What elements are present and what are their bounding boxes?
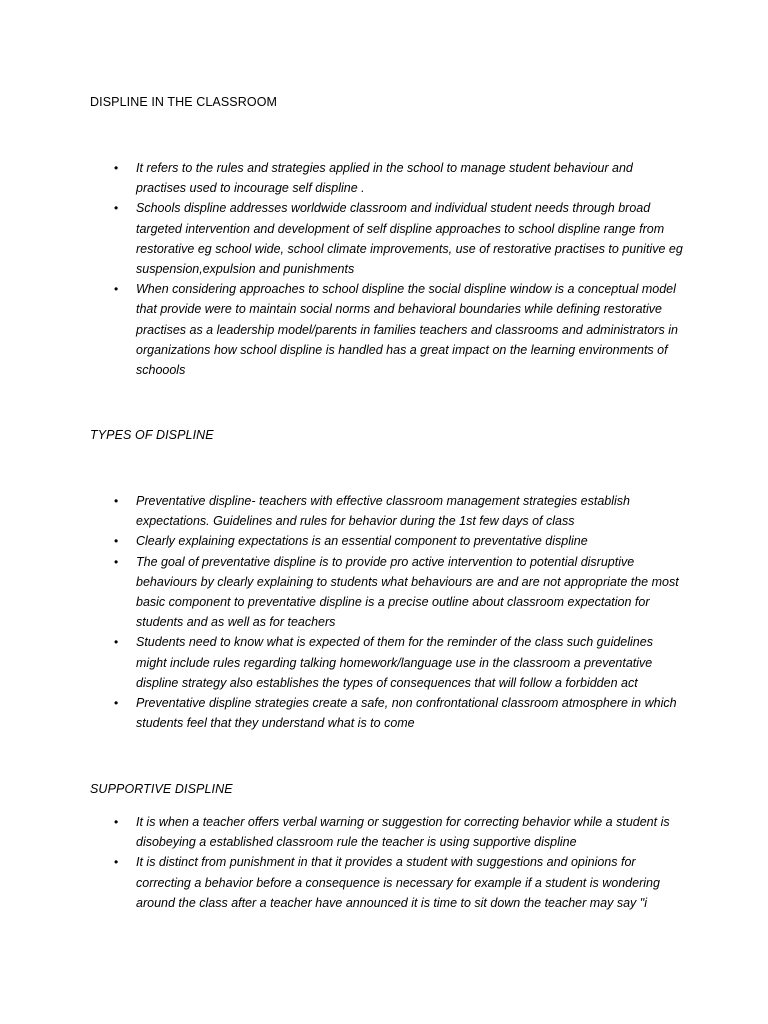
section-heading-supportive-discipline: SUPPORTIVE DISPLINE xyxy=(90,782,233,796)
bullet-list-discipline-in-classroom xyxy=(0,158,768,380)
list-item xyxy=(0,693,684,733)
bullet-icon: • xyxy=(114,494,119,508)
bullet-list-types-of-discipline xyxy=(0,491,768,733)
bullet-icon: • xyxy=(114,696,119,711)
bullet-list-supportive-discipline xyxy=(0,812,768,913)
bullet-icon: • xyxy=(114,855,119,870)
list-item-text: The goal of preventative displine is to provide pro active intervention to potential disruptive behaviours by clearly explaining to students what behaviours are and are not appropriate the most basic component to preventative displine is a precise outline about classroom expectation for students and as well as for teachers xyxy=(136,554,679,630)
list-item xyxy=(0,158,684,198)
list-item-text: Students need to know what is expected of them for the reminder of the class such guidelines might include rules regarding talking homework/language use in the classroom a preventative displine strategy also establishes the types of consequences that will follow a forbidden act xyxy=(136,635,653,690)
bullet-icon: • xyxy=(114,161,119,175)
list-item xyxy=(0,491,684,531)
list-item-text: It is when a teacher offers verbal warning or suggestion for correcting behavior while a student is disobeying a established classroom rule the teacher is using supportive displine xyxy=(136,815,670,850)
bullet-icon: • xyxy=(114,815,119,829)
list-item xyxy=(0,279,684,380)
bullet-icon: • xyxy=(114,554,119,569)
list-item-text: Clearly explaining expectations is an essential component to preventative displine xyxy=(136,534,588,549)
list-item-text: It refers to the rules and strategies applied in the school to manage student behaviour and practises used to incourage self displine . xyxy=(136,161,633,196)
list-item xyxy=(0,812,684,852)
list-item-text: It is distinct from punishment in that it provides a student with suggestions and opinions for correcting a behavior before a consequence is necessary for example if a student is wondering around the class after a teacher have announced it is time to sit down the teacher may say "i xyxy=(136,855,660,910)
list-item-text: Schools displine addresses worldwide classroom and individual student needs through broad targeted intervention and development of self displine approaches to school displine range from restorative eg school wide, school climate improvements, use of restorative practises to punitive eg suspension,expulsion and punishments xyxy=(136,201,683,277)
list-item xyxy=(0,632,684,693)
list-item xyxy=(0,198,684,279)
list-item-text: Preventative displine- teachers with effective classroom management strategies establish expectations. Guidelines and rules for behavior during the 1st few days of class xyxy=(136,494,630,529)
section-heading-discipline-in-classroom: DISPLINE IN THE CLASSROOM xyxy=(90,95,278,109)
list-item xyxy=(0,552,684,633)
list-item xyxy=(0,531,684,551)
bullet-icon: • xyxy=(114,282,119,297)
bullet-icon: • xyxy=(114,201,119,216)
list-item-text: When considering approaches to school displine the social displine window is a conceptual model that provide were to maintain social norms and behavioral boundaries while defining restorative practises as a leadership model/parents in families teachers and classrooms and administrators in organizations how school displine is handled has a great impact on the learning environments of schoools xyxy=(136,282,678,378)
list-item-text: Preventative displine strategies create a safe, non confrontational classroom atmosphere in which students feel that they understand what is to come xyxy=(136,696,677,731)
bullet-icon: • xyxy=(114,635,119,650)
section-heading-types-of-discipline: TYPES OF DISPLINE xyxy=(90,428,214,442)
list-item xyxy=(0,852,684,913)
bullet-icon: • xyxy=(114,534,119,549)
